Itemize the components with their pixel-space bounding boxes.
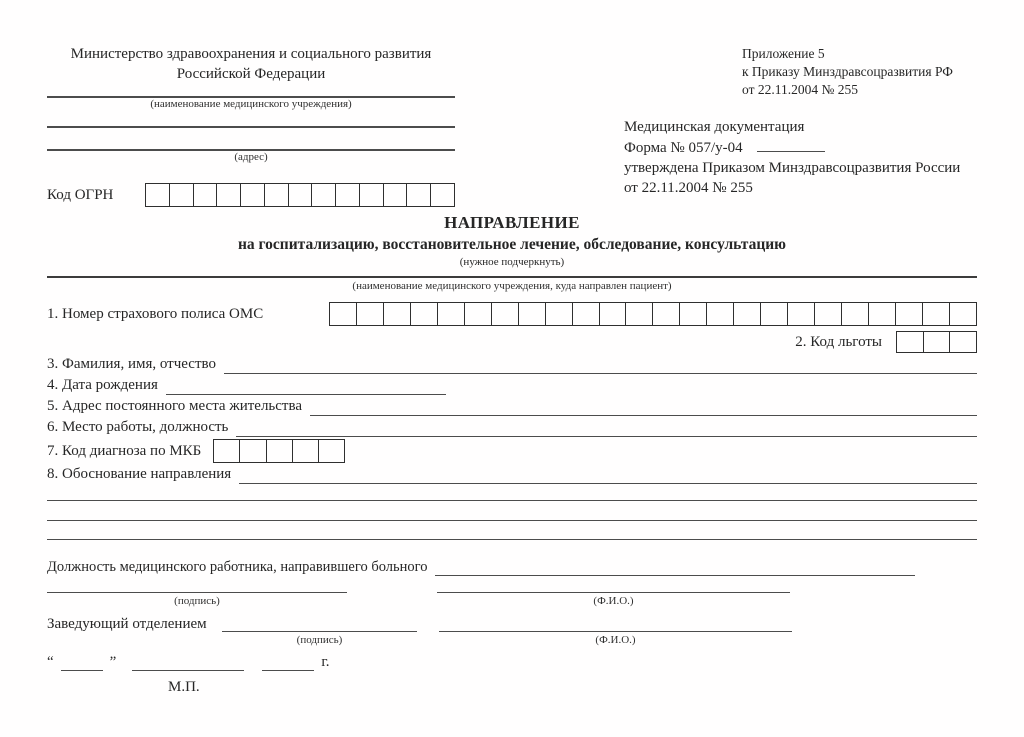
digit-cell[interactable] (319, 439, 345, 463)
doc-line-4: от 22.11.2004 № 255 (624, 179, 753, 196)
digit-cell[interactable] (465, 302, 492, 326)
digit-cell[interactable] (267, 439, 293, 463)
doc-line-1: Медицинская документация (624, 119, 805, 136)
digit-cell[interactable] (573, 302, 600, 326)
underline-instruction-note: (нужное подчеркнуть) (459, 255, 565, 268)
referral-justification-label: 8. Обоснование направления (47, 466, 232, 483)
digit-cell[interactable] (950, 331, 977, 353)
form-title: НАПРАВЛЕНИЕ (444, 213, 580, 233)
referral-justification-blank[interactable] (239, 483, 977, 484)
form-number-label: Форма № 057/у-04 (624, 139, 743, 156)
form-subtitle: на госпитализацию, восстановительное лечение, обследование, консультацию (237, 235, 787, 253)
digit-cell[interactable] (357, 302, 384, 326)
digit-cell[interactable] (869, 302, 896, 326)
digit-cell[interactable] (546, 302, 573, 326)
digit-cell[interactable] (707, 302, 734, 326)
head-signature-unit (222, 615, 417, 647)
medical-documentation-info (624, 117, 977, 197)
digit-cell[interactable] (241, 183, 265, 207)
doc-line-2 (624, 138, 977, 158)
head-signature-blank[interactable] (222, 615, 417, 632)
department-head-row (47, 615, 977, 647)
digit-cell[interactable] (407, 183, 431, 207)
address-caption: (адрес) (234, 151, 268, 164)
icd-code-label: 7. Код диагноза по МКБ (47, 442, 202, 459)
date-day-blank[interactable] (61, 657, 103, 671)
field-full-name (47, 353, 977, 374)
referrer-signature-caption: (подпись) (174, 595, 220, 608)
digit-cell[interactable] (170, 183, 194, 207)
digit-cell[interactable] (896, 331, 924, 353)
document-approval-block (624, 45, 977, 207)
digit-cell[interactable] (411, 302, 438, 326)
digit-cell[interactable] (213, 439, 240, 463)
date-year-suffix: г. (321, 654, 330, 671)
digit-cell[interactable] (653, 302, 680, 326)
head-fio-unit (439, 615, 792, 647)
digit-cell[interactable] (384, 183, 408, 207)
appendix-line-3: от 22.11.2004 № 255 (742, 81, 858, 97)
residence-address-label: 5. Адрес постоянного места жительства (47, 398, 303, 415)
date-quote-close: ” (109, 654, 117, 671)
workplace-label: 6. Место работы, должность (47, 419, 229, 436)
ministry-line-1: Министерство здравоохранения и социального развития (70, 46, 432, 62)
appendix-line-1: Приложение 5 (742, 46, 825, 61)
referrer-fio-unit (437, 592, 790, 608)
digit-cell[interactable] (293, 439, 319, 463)
digit-cell[interactable] (492, 302, 519, 326)
date-row (47, 653, 977, 671)
appendix-line-2: к Приказу Минздравсоцразвития РФ (742, 63, 953, 79)
digit-cell[interactable] (438, 302, 465, 326)
referrer-signature-unit (47, 592, 347, 608)
birth-date-blank[interactable] (166, 394, 446, 395)
form-number-blank[interactable] (757, 151, 825, 152)
field-residence-address (47, 395, 977, 416)
date-month-blank[interactable] (132, 657, 244, 671)
policy-number-label: 1. Номер страхового полиса ОМС (47, 305, 264, 322)
digit-cell[interactable] (194, 183, 218, 207)
digit-cell[interactable] (217, 183, 241, 207)
digit-cell[interactable] (842, 302, 869, 326)
form-title-block (47, 213, 977, 268)
digit-cell[interactable] (145, 183, 170, 207)
digit-cell[interactable] (384, 302, 411, 326)
digit-cell[interactable] (896, 302, 923, 326)
field-referral-justification (47, 463, 977, 484)
date-year-blank[interactable] (262, 657, 314, 671)
digit-cell[interactable] (788, 302, 815, 326)
referrer-position-label: Должность медицинского работника, направившего больного (47, 558, 428, 575)
digit-cell[interactable] (734, 302, 761, 326)
referrer-fio-caption: (Ф.И.О.) (593, 595, 634, 608)
digit-cell[interactable] (431, 183, 455, 207)
referrer-position-row (47, 554, 977, 576)
workplace-blank[interactable] (236, 436, 977, 437)
referrer-fio-blank[interactable] (437, 592, 790, 593)
doc-line-3: утверждена Приказом Минздравсоцразвития России (624, 159, 961, 176)
referrer-signature-blank[interactable] (47, 592, 347, 593)
digit-cell[interactable] (600, 302, 627, 326)
justification-extra-blank-2[interactable] (47, 520, 977, 521)
justification-extra-blank-3[interactable] (47, 539, 977, 540)
field-birth-date (47, 374, 977, 395)
digit-cell[interactable] (329, 302, 357, 326)
field-benefit-code (47, 331, 977, 353)
ogrn-label: Код ОГРН (47, 187, 114, 203)
full-name-label: 3. Фамилия, имя, отчество (47, 356, 216, 373)
full-name-blank[interactable] (224, 373, 977, 374)
digit-cell[interactable] (360, 183, 384, 207)
department-head-label: Заведующий отделением (47, 616, 207, 633)
institution-name-caption: (наименование медицинского учреждения) (150, 98, 352, 110)
digit-cell[interactable] (950, 302, 977, 326)
digit-cell[interactable] (924, 331, 951, 353)
destination-institution-blank[interactable] (47, 276, 977, 278)
seal-place-label: М.П. (168, 679, 200, 696)
head-signature-caption: (подпись) (296, 634, 343, 647)
digit-cell[interactable] (312, 183, 336, 207)
appendix-reference (742, 45, 977, 98)
birth-date-label: 4. Дата рождения (47, 377, 158, 394)
destination-institution-caption: (наименование медицинского учреждения, куда направлен пациент) (352, 279, 672, 292)
digit-cell[interactable] (336, 183, 360, 207)
digit-cell[interactable] (680, 302, 707, 326)
digit-cell[interactable] (626, 302, 653, 326)
ministry-heading (47, 45, 455, 84)
digit-cell[interactable] (815, 302, 842, 326)
digit-cell[interactable] (519, 302, 546, 326)
referrer-signature-row (47, 592, 977, 608)
head-fio-blank[interactable] (439, 615, 792, 632)
icd-code-boxes (213, 439, 345, 463)
justification-extra-blank-1[interactable] (47, 500, 977, 501)
head-fio-caption: (Ф.И.О.) (595, 634, 636, 647)
policy-number-boxes (329, 302, 977, 326)
digit-cell[interactable] (923, 302, 950, 326)
ogrn-row (47, 183, 455, 207)
benefit-code-label: 2. Код льготы (795, 333, 882, 350)
address-blank-1[interactable] (47, 126, 455, 128)
ministry-line-2: Российской Федерации (176, 65, 326, 82)
field-policy-number (47, 301, 977, 327)
benefit-code-boxes (896, 331, 977, 353)
digit-cell[interactable] (240, 439, 266, 463)
field-workplace (47, 416, 977, 437)
field-icd-code (47, 439, 977, 463)
ogrn-digit-boxes (145, 183, 455, 207)
digit-cell[interactable] (265, 183, 289, 207)
issuing-institution-block (47, 45, 455, 207)
form-header (47, 45, 977, 207)
digit-cell[interactable] (761, 302, 788, 326)
referrer-position-blank[interactable] (435, 575, 915, 576)
residence-address-blank[interactable] (310, 415, 977, 416)
date-quote-open: “ (47, 654, 54, 671)
digit-cell[interactable] (289, 183, 313, 207)
